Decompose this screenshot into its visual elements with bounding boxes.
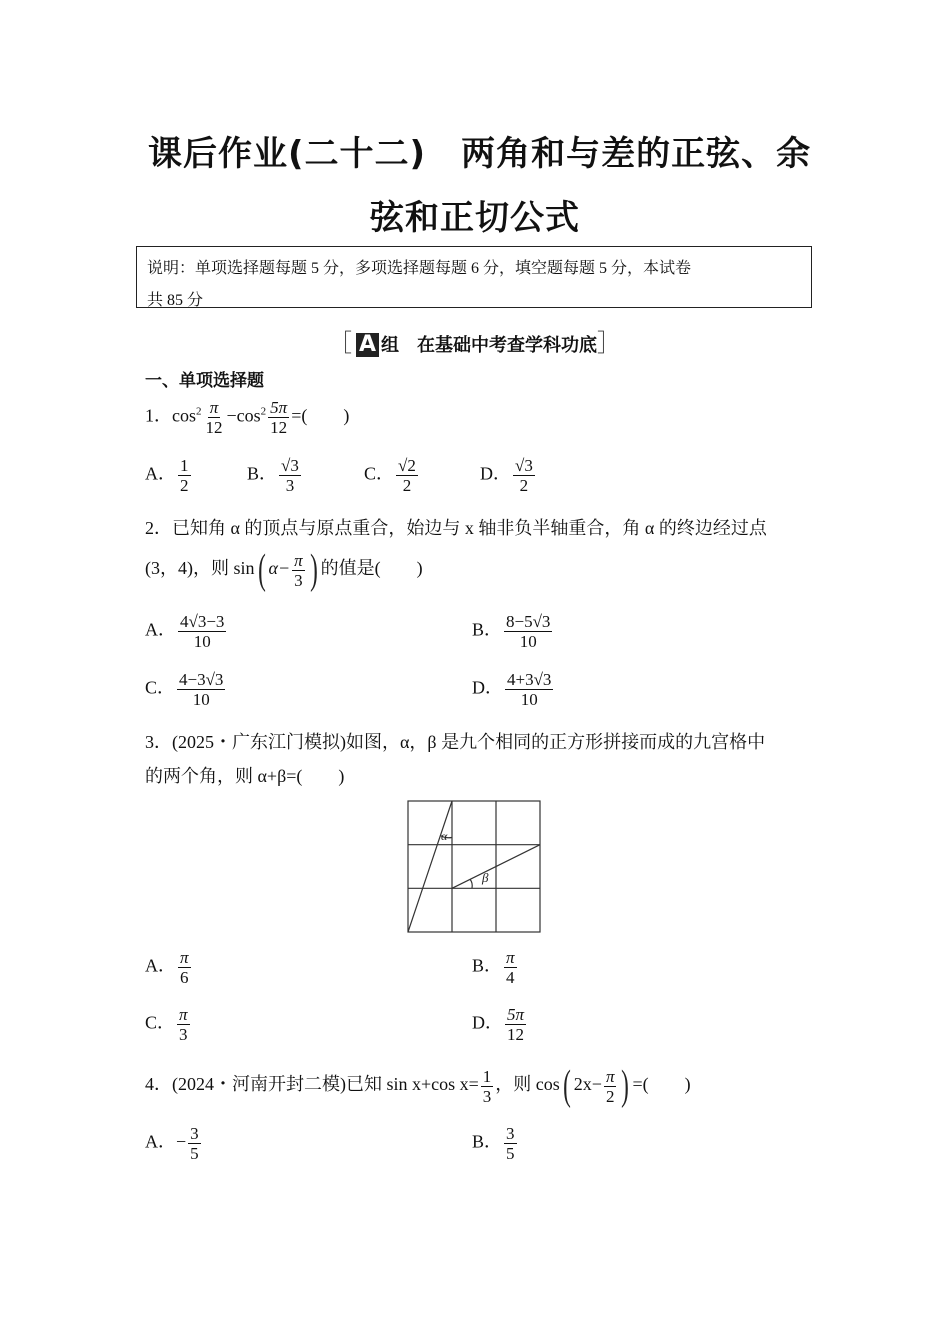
instructions-box [136,246,812,308]
question-3-line2: 的两个角，则 α+β=( ) [145,766,345,786]
bracket-open: ［ [328,329,352,357]
answer-blank: =( ) [291,405,350,426]
question-stem: 已知角 α 的顶点与原点重合，始边与 x 轴非负半轴重合，角 α 的终边经过点 [172,518,767,538]
answer-blank: 的值是( ) [320,558,423,579]
angle-arc-beta [470,879,472,888]
denominator: 12 [507,1025,525,1044]
numerator: 3 [190,1124,199,1143]
option-c[interactable] [145,1005,192,1044]
numerator: √2 [398,456,416,475]
question-stem: (3，4)，则 sin [145,558,255,579]
option-b[interactable] [472,1124,519,1163]
denominator: 2 [402,476,412,495]
numerator: 5π [507,1005,525,1024]
option-label: A． [145,463,176,484]
option-label: D． [472,1012,503,1033]
denominator: 10 [192,690,210,709]
question-stem: ，则 cos [495,1074,560,1095]
bracket-close: ］ [597,329,622,357]
denominator: 12 [205,418,223,437]
question-stem: (2024・河南开封二模)已知 sin x+cos x= [172,1074,479,1095]
grid-border [408,801,540,932]
denominator: 3 [285,476,295,495]
denominator: 3 [294,570,303,590]
denominator: 10 [520,690,538,709]
numerator: 1 [180,456,189,475]
question-2 [145,514,767,540]
option-label: B． [472,619,503,640]
option-a[interactable] [145,612,228,651]
option-b[interactable] [247,456,303,495]
denominator: 4 [506,968,515,987]
option-a[interactable] [145,456,193,495]
beta-label: β [482,870,489,885]
denominator: 2 [605,1086,615,1106]
option-label: C． [145,1012,176,1033]
question-number: 4． [145,1074,172,1095]
expression: 2x− [573,1074,602,1095]
numerator: 4−3√3 [179,670,224,689]
nine-grid-figure [407,800,541,933]
denominator: 3 [179,1025,188,1044]
option-label: B． [247,463,278,484]
cos-text: cos [172,405,196,426]
denominator: 10 [193,632,211,651]
question-number: 3． [145,732,172,752]
option-label: D． [472,677,503,698]
option-b[interactable] [472,612,554,651]
numerator: π [294,550,303,570]
option-a[interactable] [145,1124,203,1163]
fraction [204,398,225,437]
question-number: 2． [145,518,172,538]
numerator: 5π [270,398,288,417]
option-label: A． [145,955,176,976]
instructions-line2: 共 85 分 [147,292,204,309]
denominator: 3 [482,1086,492,1106]
option-c[interactable] [145,670,227,709]
fraction [268,398,289,437]
option-b[interactable] [472,948,519,987]
page-title-line2: 弦和正切公式 [370,198,580,238]
option-a[interactable] [145,948,193,987]
instructions-line1: 说明：单项选择题每题 5 分，多项选择题每题 6 分，填空题每题 5 分，本试卷 [147,260,692,277]
cos-text: cos [236,405,261,426]
question-4: 4．(2024・河南开封二模)已知 sin x+cos x= $\frac{1}{3}$ ，则 cos( 2x− $\frac{\pi}{2}$ ) =( ) [145,1063,691,1109]
numerator: √3 [281,456,299,475]
denominator: 10 [519,632,537,651]
group-label: 组 在基础中考查学科功底 [381,335,598,356]
option-label: A． [145,619,176,640]
option-c[interactable] [364,456,420,495]
numerator: 4√3−3 [180,612,225,631]
option-label: B． [472,1131,503,1152]
numerator: π [180,948,189,967]
exponent: 2 [260,405,267,418]
group-header [328,323,621,358]
denominator: 5 [190,1144,199,1163]
numerator: √3 [515,456,533,475]
alpha-label: α [441,829,448,843]
option-d[interactable] [480,456,537,495]
option-label: A． [145,1131,176,1152]
question-number: 1． [145,405,172,426]
denominator: 12 [270,418,288,437]
group-badge: A [356,333,379,357]
numerator: π [506,948,515,967]
numerator: 4+3√3 [507,670,552,689]
numerator: 8−5√3 [506,612,551,631]
page-title-line1: 课后作业(二十二) 两角和与差的正弦、余 [148,134,812,174]
question-2-line2: (3，4)，则 sin( α− $\frac{\pi}{3}$ ) 的值是( ) [145,547,423,593]
numerator: π [179,1005,188,1024]
numerator: π [605,1066,615,1086]
option-label: C． [364,463,395,484]
question-3 [145,728,765,754]
option-d[interactable] [472,1005,528,1044]
option-label: D． [480,463,511,484]
denominator: 2 [180,476,189,495]
exponent: 2 [196,405,202,418]
option-label: B． [472,955,503,976]
numerator: π [209,398,219,417]
diagonal-line-alpha [408,801,452,932]
numerator: 1 [482,1066,492,1086]
section-title: 一、单项选择题 [145,371,264,391]
answer-blank: =( ) [632,1074,691,1095]
option-label: C． [145,677,176,698]
minus-sign: − [226,405,237,426]
expression: α− [268,558,291,579]
denominator: 5 [506,1144,515,1163]
denominator: 6 [180,968,189,987]
question-stem: (2025・广东江门模拟)如图，α，β 是九个相同的正方形拼接而成的九宫格中 [172,732,766,752]
option-d[interactable] [472,670,555,709]
instructions-text [147,253,797,317]
minus-sign: − [176,1131,187,1152]
numerator: 3 [506,1124,515,1143]
denominator: 2 [519,476,529,495]
question-1 [145,398,349,437]
